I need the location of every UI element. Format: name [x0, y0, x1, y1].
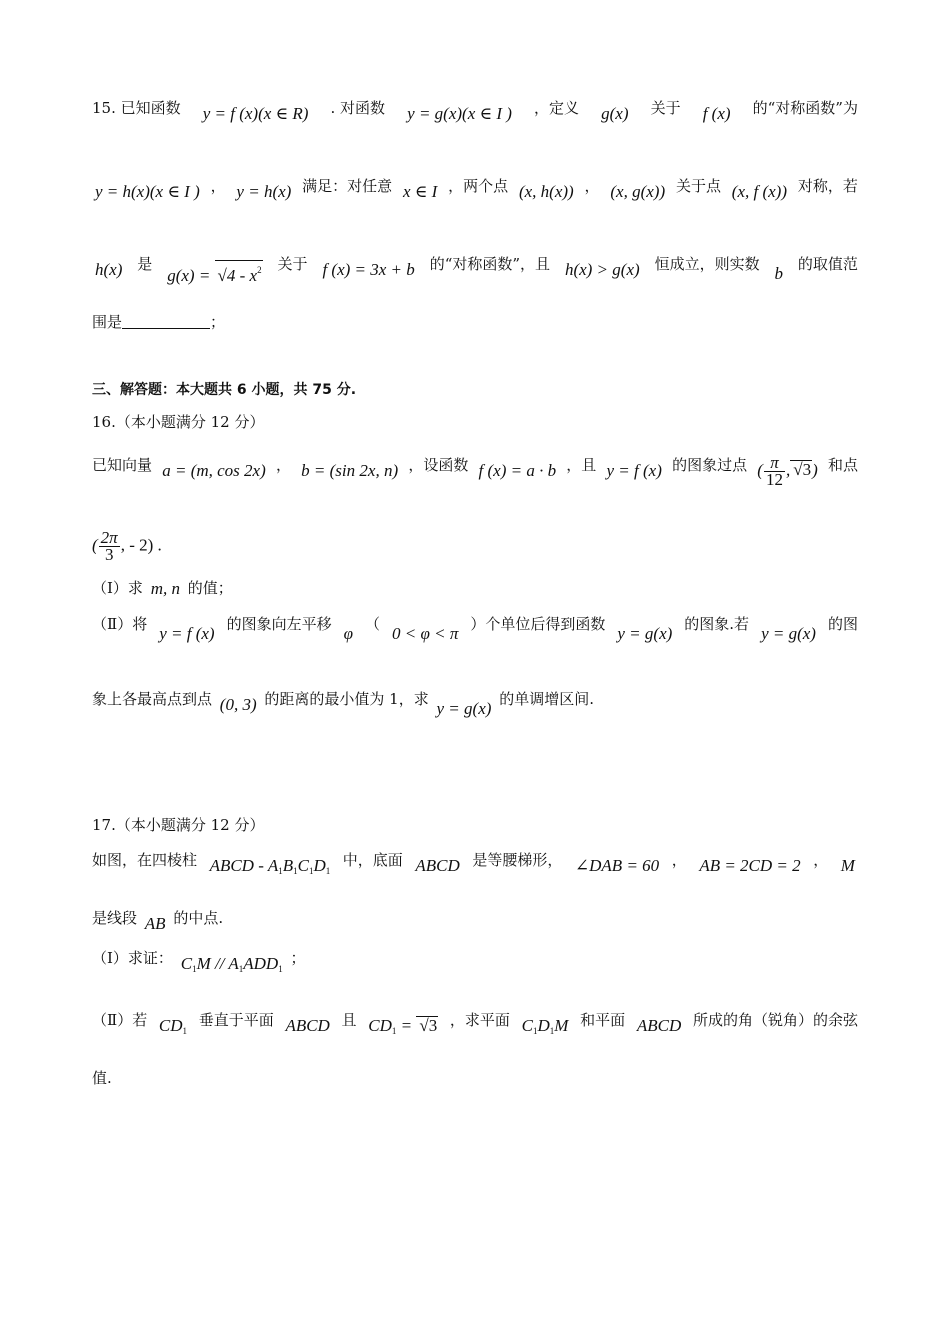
q17-parallel-formula	[181, 954, 283, 979]
q15-formula: y = g(x)(x ∈ I )	[407, 104, 512, 123]
q17-sqrt-formula	[368, 1016, 438, 1041]
q17-text: 且	[341, 1011, 357, 1029]
q15-text: 围是	[92, 313, 123, 331]
q15-text: ，	[210, 177, 226, 195]
q16-formula: y = g(x)	[617, 624, 673, 643]
subscript: 1	[293, 866, 298, 876]
q17-formula-part: ADD	[243, 954, 279, 973]
q17-formula: AB	[144, 914, 166, 933]
q15-formula: h(x) > g(x)	[564, 260, 640, 279]
fraction	[764, 455, 785, 488]
q17-text: 是等腰梯形，	[472, 851, 563, 869]
q16-text: ，	[275, 456, 291, 474]
q17-formula	[522, 1016, 569, 1041]
q16-text: 的图象向左平移	[226, 615, 332, 633]
subscript: 1	[278, 964, 283, 974]
q15-formula: f (x)	[702, 104, 731, 123]
q15-formula: y = h(x)	[236, 182, 292, 201]
subscript: 1	[532, 1026, 538, 1036]
q17-formula-part: C	[521, 1016, 533, 1035]
subscript: 1	[192, 964, 197, 974]
q15-formula: g(x)	[601, 104, 629, 123]
q16-line-2	[92, 530, 165, 563]
q15-text: 满足：对任意	[302, 177, 393, 195]
q16-formula: y = f (x)	[606, 461, 662, 480]
q16-formula: (0, 3)	[219, 695, 257, 714]
q17-header: 17.（本小题满分 12 分）	[92, 816, 265, 834]
q17-formula-part: M // A	[196, 954, 239, 973]
q15-text: ，两个点	[448, 177, 509, 195]
q16-text: 象上各最高点到点	[92, 690, 213, 708]
q15-formula: (x, h(x))	[518, 182, 574, 201]
q16-formula: φ	[343, 624, 353, 643]
q17-text: ，	[671, 851, 687, 869]
q15-line-4	[92, 312, 225, 332]
q15-text: 的“对称函数”为	[752, 99, 858, 117]
q15-formula: x ∈ I	[402, 182, 438, 201]
q16-text: 的单调增区间.	[499, 690, 594, 708]
q16-text: ）个单位后得到函数	[470, 615, 606, 633]
q15-formula: y = f (x)(x ∈ R)	[202, 104, 309, 123]
q17-part-2-line-2: 值.	[92, 1069, 112, 1087]
q17-formula-part: CD	[158, 1016, 183, 1035]
q16-text: （	[364, 615, 380, 633]
q16-text: 的图	[827, 615, 858, 633]
q15-text: 恒成立，则实数	[654, 255, 760, 273]
radicand: 3	[428, 1016, 438, 1035]
q15-text: 是	[137, 255, 153, 273]
q16-part-2-line-1	[92, 614, 858, 643]
q15-formula-part: g(x) =	[167, 266, 211, 285]
radical: √3	[416, 1016, 438, 1035]
q17-text: ；	[290, 949, 306, 967]
q16-part-2-line-2	[92, 689, 594, 718]
q16-text: 的图象.若	[684, 615, 750, 633]
q16-text: （Ⅱ）将	[92, 615, 148, 633]
radical: √3	[790, 460, 812, 479]
subscript: 1	[182, 1026, 188, 1036]
q16-text: 和点	[827, 456, 858, 474]
q17-formula: AB = 2CD = 2	[699, 856, 801, 875]
vertex: A	[267, 856, 279, 875]
q16-part-1	[92, 578, 233, 598]
q17-line-2	[92, 908, 224, 933]
q16-header: 16.（本小题满分 12 分）	[92, 413, 265, 431]
numerator: 2π	[100, 528, 118, 547]
q17-formula: ∠DAB = 60	[574, 856, 660, 875]
q17-line-1	[92, 850, 858, 875]
radicand: 4 - x	[226, 266, 258, 285]
q15-formula: f (x) = 3x + b	[322, 260, 415, 279]
q17-text: 的中点.	[173, 909, 224, 927]
q16-line-1	[92, 455, 858, 488]
q15-formula: y = h(x)(x ∈ I )	[95, 182, 200, 201]
q17-text: 所成的角（锐角）的余弦	[692, 1011, 858, 1029]
radicand: 3	[802, 460, 812, 480]
q15-text: . 对函数	[330, 99, 386, 117]
q16-formula: y = f (x)	[159, 624, 215, 643]
q15-text: 对称，若	[797, 177, 858, 195]
subscript: 1	[238, 964, 244, 974]
q15-formula: h(x)	[95, 260, 123, 279]
q15-text: ；	[210, 313, 226, 331]
point-rest: , - 2) .	[120, 535, 162, 555]
q16-text: 的距离的最小值为 1，求	[264, 690, 429, 708]
q17-formula-part: ABCD -	[209, 856, 264, 875]
comma: ,	[785, 460, 791, 480]
paren: (	[757, 460, 763, 480]
q17-text: （Ⅱ）若	[92, 1011, 148, 1029]
subscript: 1	[278, 866, 283, 876]
q17-formula: ABCD	[415, 856, 460, 875]
q17-text: 垂直于平面	[198, 1011, 274, 1029]
q15-text: 关于	[650, 99, 681, 117]
q15-text: 关于	[277, 255, 308, 273]
paren: )	[812, 460, 818, 480]
q16-text: （Ⅰ）求	[92, 579, 143, 597]
denominator: 3	[104, 545, 114, 564]
q17-part-1	[92, 948, 306, 973]
q17-formula-part: D	[537, 1016, 550, 1035]
vertex: D	[313, 856, 326, 875]
q15-formula: (x, g(x))	[610, 182, 666, 201]
q16-formula: f (x) = a · b	[478, 461, 557, 480]
vertex: B	[282, 856, 294, 875]
equals: =	[400, 1016, 413, 1035]
q17-text: ，求平面	[449, 1011, 510, 1029]
q16-formula: m, n	[150, 579, 180, 598]
q17-text: 如图，在四棱柱	[92, 851, 198, 869]
q17-formula: M	[840, 856, 855, 875]
fraction	[99, 530, 120, 563]
q17-formula: ABCD	[285, 1016, 330, 1035]
subscript: 1	[325, 866, 331, 876]
q17-formula-part: M	[554, 1016, 569, 1035]
q15-line-1	[92, 98, 858, 123]
q15-sqrt-formula	[167, 260, 262, 286]
q17-formula	[159, 1016, 187, 1041]
q16-text: 的值；	[187, 579, 233, 597]
subscript: 1	[391, 1026, 397, 1036]
q15-text: 关于点	[675, 177, 721, 195]
q16-formula: 0 < φ < π	[392, 624, 459, 643]
q15-line-2	[92, 176, 858, 201]
q15-text: 15. 已知函数	[92, 99, 181, 117]
q16-formula: b = (sin 2x, n)	[301, 461, 399, 480]
q17-formula: ABCD	[636, 1016, 682, 1035]
q16-text: 的图象过点	[672, 456, 748, 474]
q17-formula-part: C	[180, 954, 193, 973]
q16-text: ，设函数	[408, 456, 469, 474]
q16-point-1	[757, 455, 817, 488]
exponent: 2	[257, 265, 262, 275]
denominator: 12	[765, 470, 783, 489]
answer-blank	[122, 312, 210, 329]
q15-text: 的“对称函数”，且	[429, 255, 551, 273]
q17-prism	[210, 856, 331, 881]
q16-text: ，且	[566, 456, 597, 474]
paren: (	[92, 535, 98, 555]
q17-text: 中，底面	[342, 851, 403, 869]
q16-formula: y = g(x)	[761, 624, 816, 643]
vertex: C	[297, 856, 309, 875]
q17-text: ，	[813, 851, 829, 869]
numerator: π	[764, 455, 785, 472]
q16-formula: a = (m, cos 2x)	[162, 461, 266, 480]
q15-line-3	[92, 254, 858, 285]
q16-point-2	[92, 530, 162, 563]
q15-text: ，定义	[534, 99, 580, 117]
q17-text: 是线段	[92, 909, 138, 927]
q17-part-2-line-1	[92, 1010, 858, 1035]
section-title: 三、解答题：本大题共 6 小题，共 75 分.	[92, 382, 357, 398]
q15-text: 的取值范	[797, 255, 858, 273]
q17-formula-part: CD	[368, 1016, 392, 1035]
q16-formula: y = g(x)	[436, 699, 492, 718]
subscript: 1	[549, 1026, 555, 1036]
q16-text: 已知向量	[92, 456, 153, 474]
q15-formula: b	[774, 264, 783, 283]
q17-text: （Ⅰ）求证：	[92, 949, 173, 967]
subscript: 1	[308, 866, 314, 876]
q15-text: ，	[584, 177, 600, 195]
radical: $√4 - x^2$	[215, 260, 263, 285]
q17-text: 和平面	[580, 1011, 626, 1029]
q15-formula: (x, f (x))	[731, 182, 788, 201]
